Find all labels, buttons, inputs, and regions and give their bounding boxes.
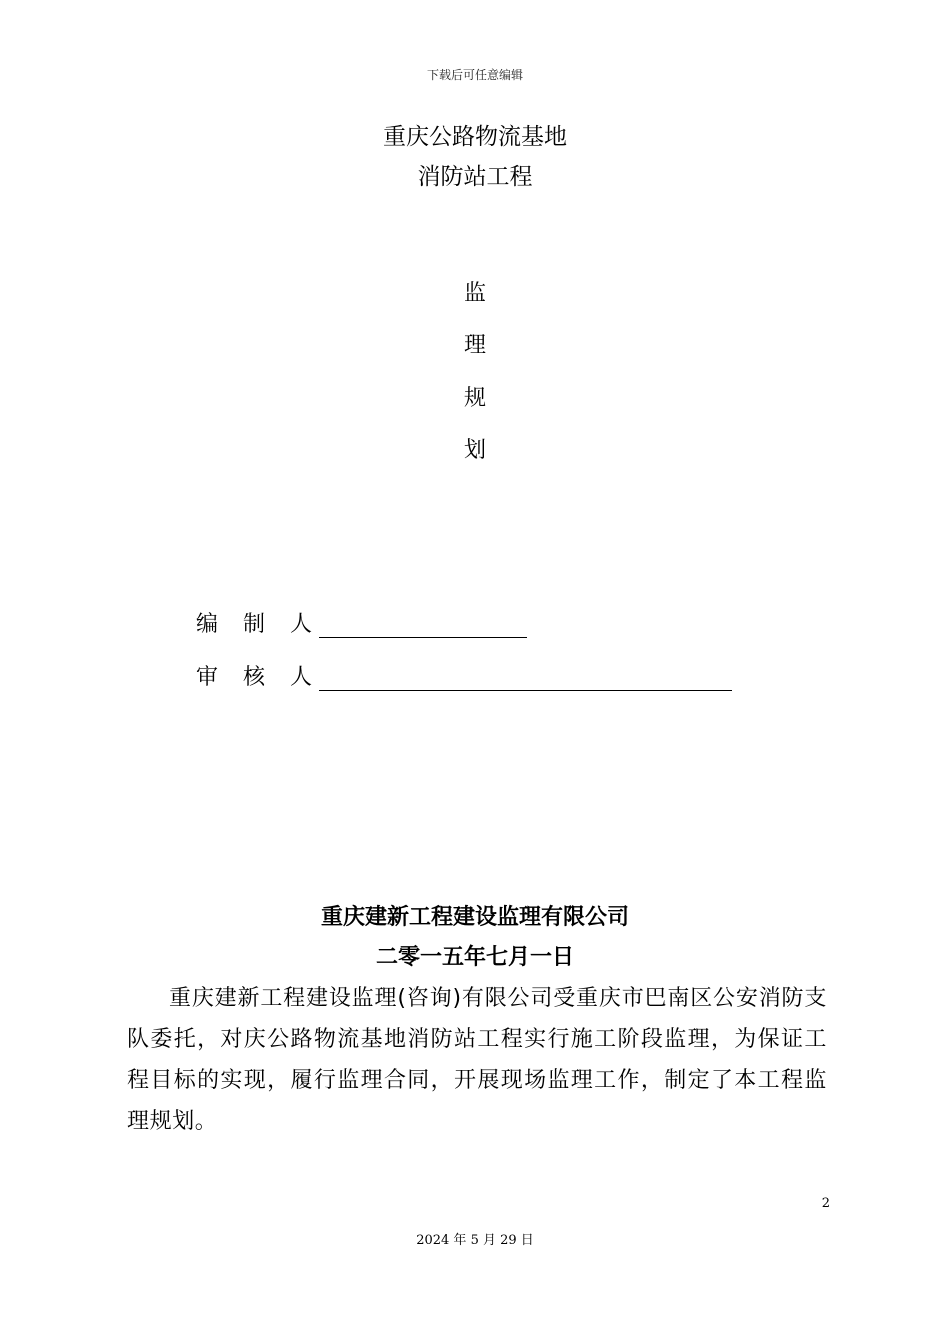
- reviewer-signature-line: [319, 668, 732, 691]
- project-title-line2: 消防站工程: [417, 164, 533, 190]
- project-title-line1: 重庆公路物流基地: [383, 124, 567, 150]
- issuer-company: 重庆建新工程建设监理有限公司: [320, 905, 629, 930]
- issue-date: 二零一五年七月一日: [375, 945, 574, 970]
- header-note: 下载后可任意编辑: [426, 68, 523, 82]
- intro-paragraph: 重庆建新工程建设监理(咨询)有限公司受重庆市巴南区公安消防支队委托，对庆公路物流基地消防站工程实行施工阶段监理，为保证工程目标的实现，履行监理合同，开展现场监理工作，制定了本工程监理规划。: [127, 986, 827, 1134]
- editor-signature-line: [319, 615, 527, 638]
- reviewer-signature-row: [196, 661, 732, 691]
- doc-type-char-2: 理: [463, 333, 486, 358]
- doc-type-char-4: 划: [463, 438, 486, 463]
- footer-date: 2024 年 5 月 29 日: [416, 1233, 534, 1248]
- editor-label: 编 制 人: [196, 612, 321, 637]
- editor-signature-row: [196, 608, 527, 638]
- reviewer-label: 审 核 人: [196, 665, 321, 690]
- page-number: 2: [821, 1196, 830, 1211]
- doc-type-char-1: 监: [463, 281, 486, 306]
- doc-type-char-3: 规: [463, 386, 486, 411]
